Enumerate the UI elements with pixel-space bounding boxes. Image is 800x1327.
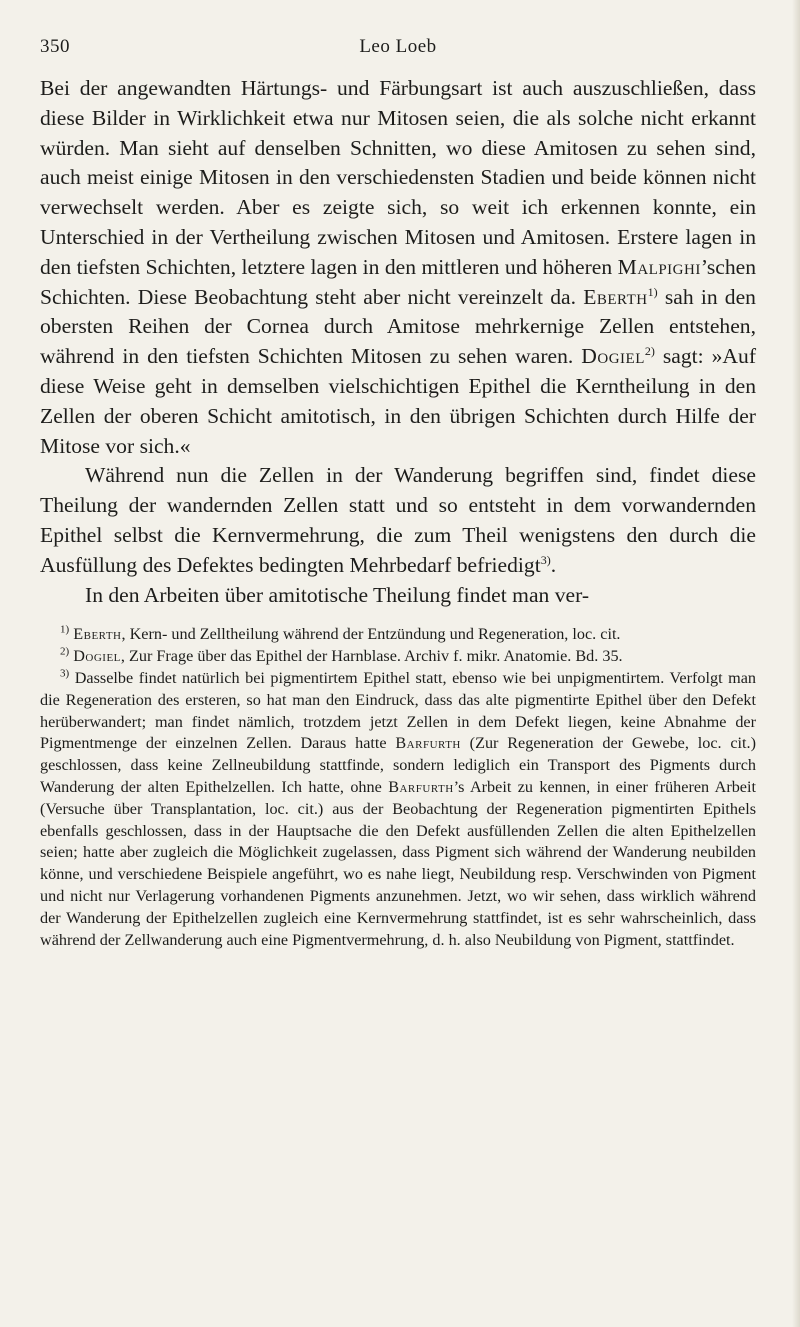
footnotes	[40, 624, 756, 951]
paragraph-1-text-d: sagt: »Auf diese Weise geht in demselben vielschichtigen Epithel die Kerntheilung in den Zellen der oberen Schicht amitotisch, in den übrigen Schichten durch Hilfe der Mitose vor sich.«	[40, 344, 757, 458]
page-edge-shadow	[792, 0, 800, 1327]
footnote-2-text: , Zur Frage über das Epithel der Harnblase. Archiv f. mikr. Anatomie. Bd. 35.	[120, 647, 623, 666]
footnote-3-text-b: (Zur Regeneration der Gewebe, loc. cit.) geschlossen, dass keine Zellneubildung stattfinde, sondern lediglich ein Transport des Pigments durch Wanderung der alten Epithelzellen. Ich hatte, ohne	[40, 734, 756, 796]
footnote-2	[40, 646, 756, 668]
footnote-ref-3: 3)	[540, 552, 551, 567]
paragraph-2	[40, 461, 756, 580]
paragraph-1-text-b: ’schen Schichten. Diese Beobachtung steht aber nicht vereinzelt da.	[40, 254, 756, 309]
paragraph-1-text-c: sah in den obersten Reihen der Cornea durch Amitose mehrkernige Zellen entstehen, während in den tiefsten Schichten Mitosen zu sehen waren.	[40, 284, 756, 369]
footnote-ref-2: 2)	[644, 343, 655, 358]
footnote-2-author: Dogiel	[73, 647, 121, 666]
author-name-malpighi: Malpighi	[617, 254, 701, 279]
paragraph-3-text: In den Arbeiten über amitotische Theilung findet man ver-	[85, 582, 590, 607]
footnote-3	[40, 668, 756, 951]
paragraph-3	[40, 581, 756, 611]
paragraph-1-text-a: Bei der angewandten Härtungs- und Färbungsart ist auch auszuschließen, dass diese Bilder in Wirklichkeit etwa nur Mitosen seien, die als solche nicht erkannt würden. Man sieht auf denselben Schnitten, wo diese Amitosen zu sehen sind, auch meist einige Mitosen in den verschiedensten Stadien und beide können nicht verwechselt werden. Aber es zeigte sich, so weit ich erkennen konnte, ein Unterschied in der Vertheilung zwischen Mitosen und Amitosen. Erstere lagen in den tiefsten Schichten, letztere lagen in den mittleren und höheren	[40, 76, 756, 279]
footnote-1	[40, 624, 756, 646]
paragraph-1	[40, 74, 756, 461]
author-name-dogiel: Dogiel	[581, 344, 645, 369]
footnote-3-mark: 3)	[60, 667, 70, 680]
page-number: 350	[40, 36, 70, 57]
paragraph-2-text-b: .	[550, 552, 557, 577]
footnote-3-text-a: Dasselbe findet natürlich bei pigmentirtem Epithel statt, ebenso wie bei unpigmentirtem. Verfolgt man die Regeneration des ersteren, so hat man den Eindruck, dass das alte pigmentirte Epithel über den Defekt herüberwandert; man findet nämlich, trotzdem jetzt Zellen in dem Defekt liegen, keine Abnahme der Pigmentmenge der einzelnen Zellen. Daraus hatte	[40, 668, 756, 753]
footnote-ref-1: 1)	[647, 284, 658, 299]
footnote-3-text-c: ’s Arbeit zu kennen, in einer früheren Arbeit (Versuche über Transplantation, loc. cit.) aus der Beobachtung der Regeneration pigmentirten Epithels ebenfalls geschlossen, dass in der Hauptsache die den Defekt ausfüllenden Zellen die alten Epithelzellen seien; hatte aber zugleich die Möglichkeit zugelassen, dass Pigment sich während der Wanderung neubilden könne, und verschiedene Beispiele angeführt, wo es nahe liegt, Neubildung resp. Verschwinden von Pigment und nicht nur Verlagerung vorhandenen Pigments anzunehmen. Jetzt, wo wir sehen, dass wirklich während der Wanderung der Epithelzellen zugleich eine Kernvermehrung stattfindet, ist es sehr wahrscheinlich, dass während der Zellwanderung auch eine Pigmentvermehrung, d. h. also Neubildung von Pigment, stattfindet.	[40, 777, 756, 949]
footnote-3-author-barfurth-2: Barfurth	[388, 777, 454, 796]
footnote-1-mark: 1)	[60, 623, 70, 636]
footnote-1-author: Eberth	[73, 625, 122, 644]
page-header	[40, 24, 756, 62]
author-name-eberth: Eberth	[583, 284, 648, 309]
footnote-3-author-barfurth: Barfurth	[395, 734, 461, 753]
running-head: Leo Loeb	[359, 36, 437, 57]
footnote-2-mark: 2)	[60, 645, 70, 658]
body-text	[40, 74, 756, 610]
paragraph-2-text-a: Während nun die Zellen in der Wanderung begriffen sind, findet diese Theilung der wandernden Zellen statt und so entsteht in dem vorwandernden Epithel selbst die Kernvermehrung, die zum Theil wenigstens den durch die Ausfüllung des Defektes bedingten Mehrbedarf befriedigt	[40, 463, 756, 577]
footnote-1-text: , Kern- und Zelltheilung während der Entzündung und Regeneration, loc. cit.	[121, 625, 621, 644]
